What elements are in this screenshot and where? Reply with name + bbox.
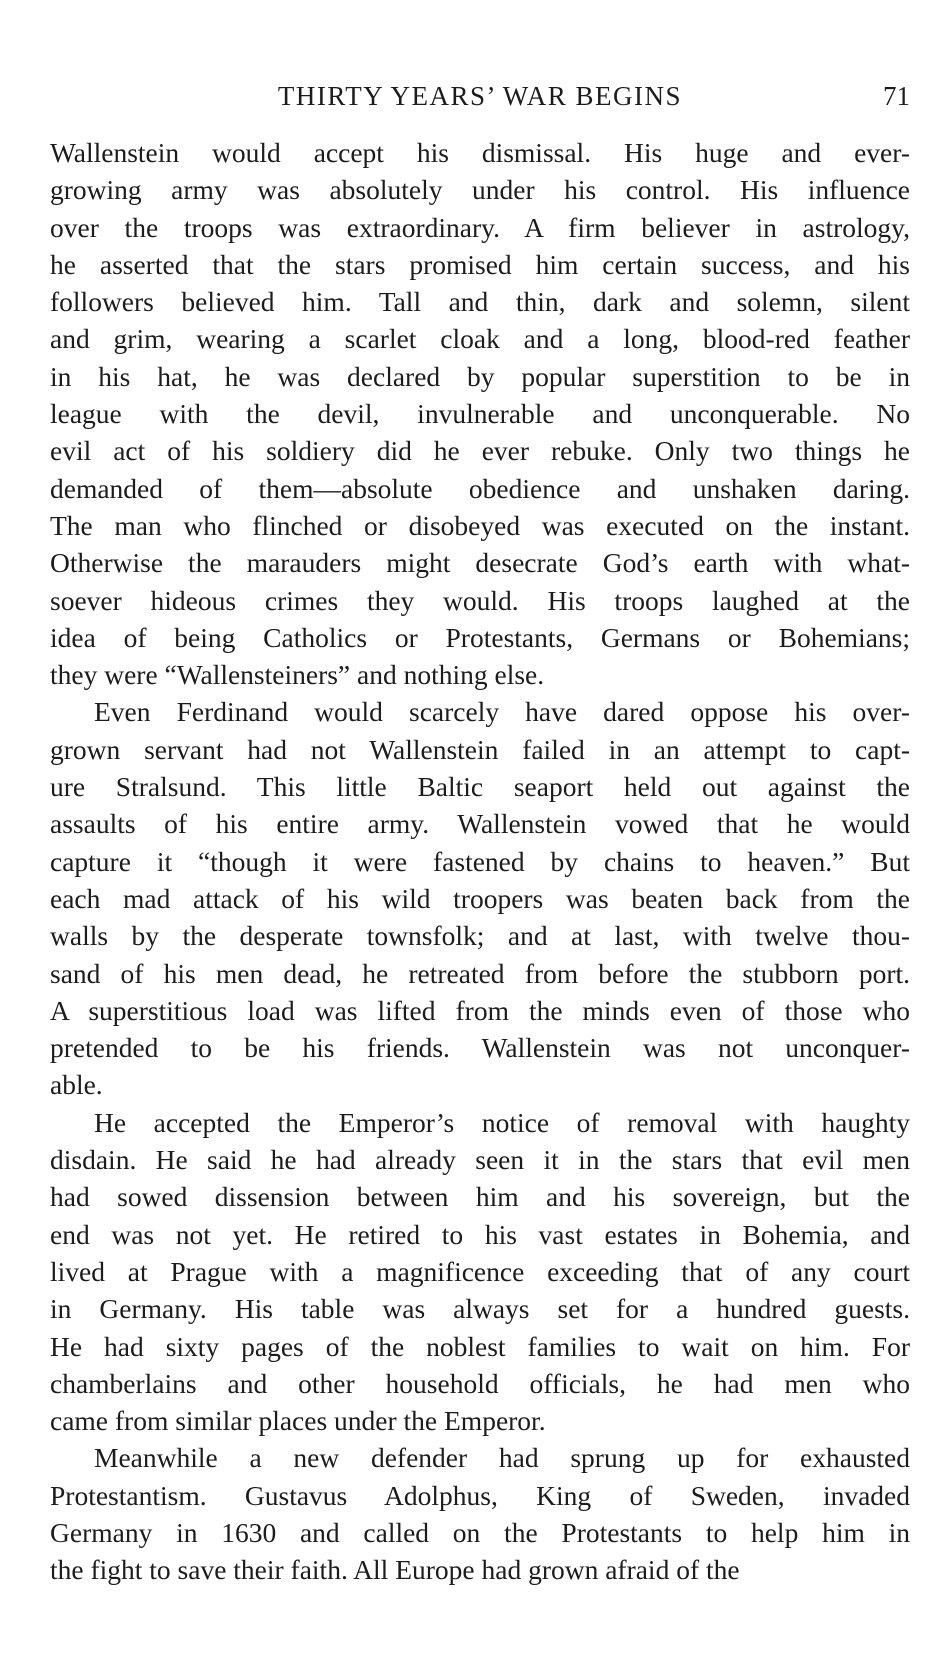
text-line: the fight to save their faith. All Europe had grown afraid of the [50,1554,740,1586]
text-line: The man who flinched or disobeyed was executed on the instant. [50,509,910,541]
text-line: growing army was absolutely under his control. His influence [50,174,910,206]
text-line: capture it “though it were fastened by chains to heaven.” But [50,845,910,877]
text-line: Germany in 1630 and called on the Protestants to help him in [50,1516,910,1548]
text-line: followers believed him. Tall and thin, dark and solemn, silent [50,286,910,318]
text-line: assaults of his entire army. Wallenstein vowed that he would [50,808,910,840]
text-line: league with the devil, invulnerable and unconquerable. No [50,398,910,430]
text-line: able. [50,1069,103,1101]
running-head [50,76,910,116]
text-line: He accepted the Emperor’s notice of removal with haughty [94,1106,910,1138]
text-line: over the troops was extraordinary. A firm believer in astrology, [50,211,910,243]
body-text [50,134,910,1589]
text-line: and grim, wearing a scarlet cloak and a long, blood-red feather [50,323,910,355]
text-line: idea of being Catholics or Protestants, Germans or Bohemians; [50,621,910,653]
paragraph-3 [50,1104,910,1440]
page-number: 71 [883,81,910,111]
text-line: soever hideous crimes they would. His troops laughed at the [50,584,910,616]
text-line: A superstitious load was lifted from the minds even of those who [50,994,910,1026]
paragraph-4 [50,1439,910,1588]
text-line: had sowed dissension between him and his sovereign, but the [50,1181,910,1213]
text-line: they were “Wallensteiners” and nothing else. [50,659,545,691]
chapter-running-title: THIRTY YEARS’ WAR BEGINS [277,81,683,111]
text-line: in his hat, he was declared by popular superstition to be in [50,360,910,392]
text-line: demanded of them—absolute obedience and unshaken daring. [50,472,910,504]
text-line: He had sixty pages of the noblest families to wait on him. For [50,1330,910,1362]
text-line: end was not yet. He retired to his vast estates in Bohemia, and [50,1218,910,1250]
text-line: came from similar places under the Emperor. [50,1405,546,1437]
paragraph-2 [50,693,910,1103]
text-line: ure Stralsund. This little Baltic seaport held out against the [50,771,910,803]
text-line: grown servant had not Wallenstein failed in an attempt to capt- [50,733,910,765]
text-line: Wallenstein would accept his dismissal. His huge and ever- [50,137,910,168]
text-line: chamberlains and other household officials, he had men who [50,1367,910,1399]
text-line: sand of his men dead, he retreated from before the stubborn port. [50,957,910,989]
text-line: disdain. He said he had already seen it in the stars that evil men [50,1144,910,1176]
text-line: Even Ferdinand would scarcely have dared oppose his over- [94,696,910,728]
text-line: evil act of his soldiery did he ever rebuke. Only two things he [50,435,910,467]
text-line: in Germany. His table was always set for a hundred guests. [50,1293,910,1325]
text-line: each mad attack of his wild troopers was beaten back from the [50,882,910,914]
text-line: Otherwise the marauders might desecrate God’s earth with what- [50,547,910,579]
text-line: Meanwhile a new defender had sprung up for exhausted [94,1442,910,1474]
text-line: pretended to be his friends. Wallenstein was not unconquer- [50,1032,910,1064]
text-line: he asserted that the stars promised him certain success, and his [50,248,910,280]
text-line: walls by the desperate townsfolk; and at last, with twelve thou- [50,920,910,952]
text-line: lived at Prague with a magnificence exceeding that of any court [50,1255,910,1287]
text-line: Protestantism. Gustavus Adolphus, King of Sweden, invaded [50,1479,910,1511]
paragraph-1 [50,134,910,693]
